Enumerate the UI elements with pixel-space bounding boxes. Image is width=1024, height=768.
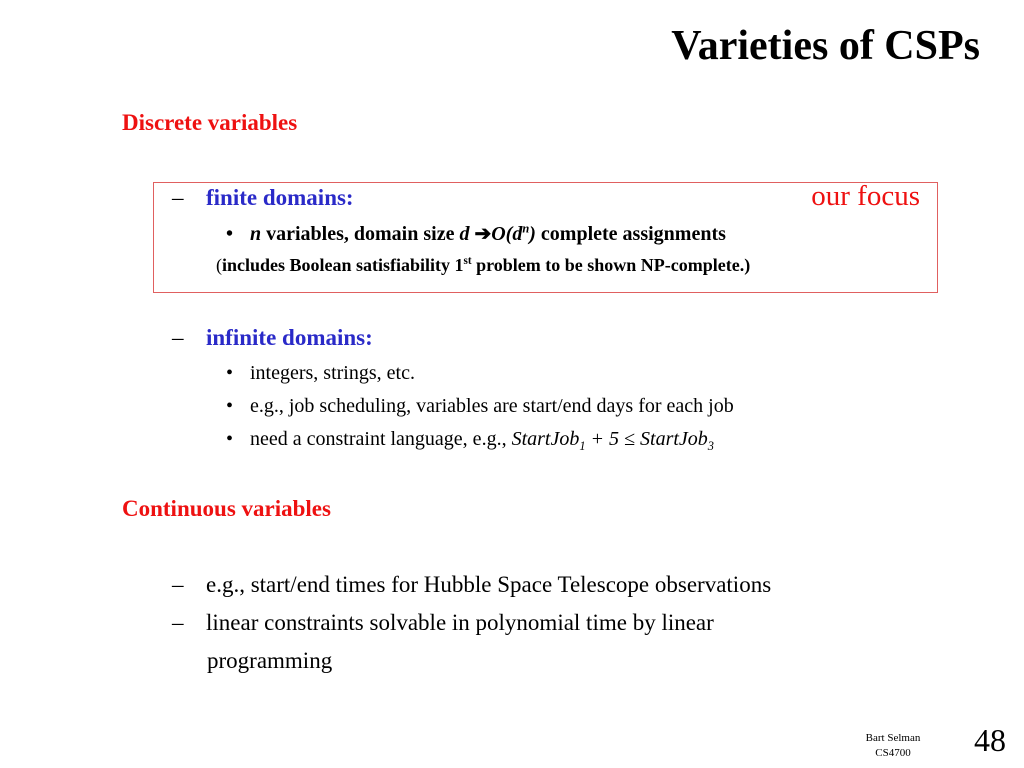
np-note — [216, 255, 750, 276]
bullet-marker: • — [226, 395, 234, 417]
constraint-mid: + 5 ≤ StartJob — [585, 428, 708, 450]
course-code: CS4700 — [875, 747, 911, 759]
dash-marker: – — [172, 185, 184, 210]
var-d: d — [459, 223, 470, 245]
bullet-text-end: complete assignments — [535, 223, 726, 245]
continuation-text: programming — [207, 648, 333, 673]
focus-label: our focus — [811, 180, 920, 212]
list-item — [226, 395, 734, 418]
constraint-text: need a constraint language, e.g., — [250, 428, 512, 450]
list-item — [226, 428, 714, 451]
subscript-1: 1 — [579, 439, 586, 453]
dash-marker: – — [172, 325, 184, 350]
finite-domains-item — [172, 185, 354, 211]
page-number: 48 — [974, 722, 1006, 758]
list-item-text: linear constraints solvable in polynomial time by linear — [206, 610, 714, 635]
list-item-text: e.g., start/end times for Hubble Space Telescope observations — [206, 572, 772, 597]
bullet-marker: • — [226, 223, 234, 245]
bullet-marker: • — [226, 428, 234, 450]
list-item-text: e.g., job scheduling, variables are start/end days for each job — [250, 395, 734, 417]
note-sup: st — [463, 255, 472, 267]
big-o-exponent: n — [522, 221, 530, 236]
finite-bullet — [226, 221, 726, 246]
big-o: O(d — [491, 223, 523, 245]
bullet-marker: • — [226, 362, 234, 384]
list-item — [172, 572, 771, 598]
infinite-domains-label: infinite domains: — [206, 325, 373, 350]
big-o-close: ) — [529, 223, 536, 245]
list-item-text: integers, strings, etc. — [250, 362, 415, 384]
list-item — [172, 610, 714, 636]
dash-marker: – — [172, 610, 184, 635]
dash-marker: – — [172, 572, 184, 597]
var-n: n — [250, 223, 262, 245]
bullet-text: variables, domain size — [261, 223, 460, 245]
startjob-1: StartJob — [511, 428, 580, 450]
footer-credit — [853, 731, 933, 761]
author-name: Bart Selman — [865, 732, 921, 744]
subscript-3: 3 — [707, 439, 714, 453]
discrete-heading: Discrete variables — [122, 110, 298, 135]
list-item — [226, 362, 415, 385]
infinite-domains-item — [172, 325, 373, 351]
finite-domains-label: finite domains: — [206, 185, 354, 210]
continuous-heading: Continuous variables — [122, 496, 331, 521]
arrow-icon: ➔ — [474, 223, 492, 245]
slide-title: Varieties of CSPs — [671, 23, 980, 69]
note-open: ( — [216, 255, 222, 275]
note-rest: problem to be shown NP-complete.) — [471, 255, 751, 275]
note-text: includes Boolean satisfiability 1 — [222, 255, 464, 275]
